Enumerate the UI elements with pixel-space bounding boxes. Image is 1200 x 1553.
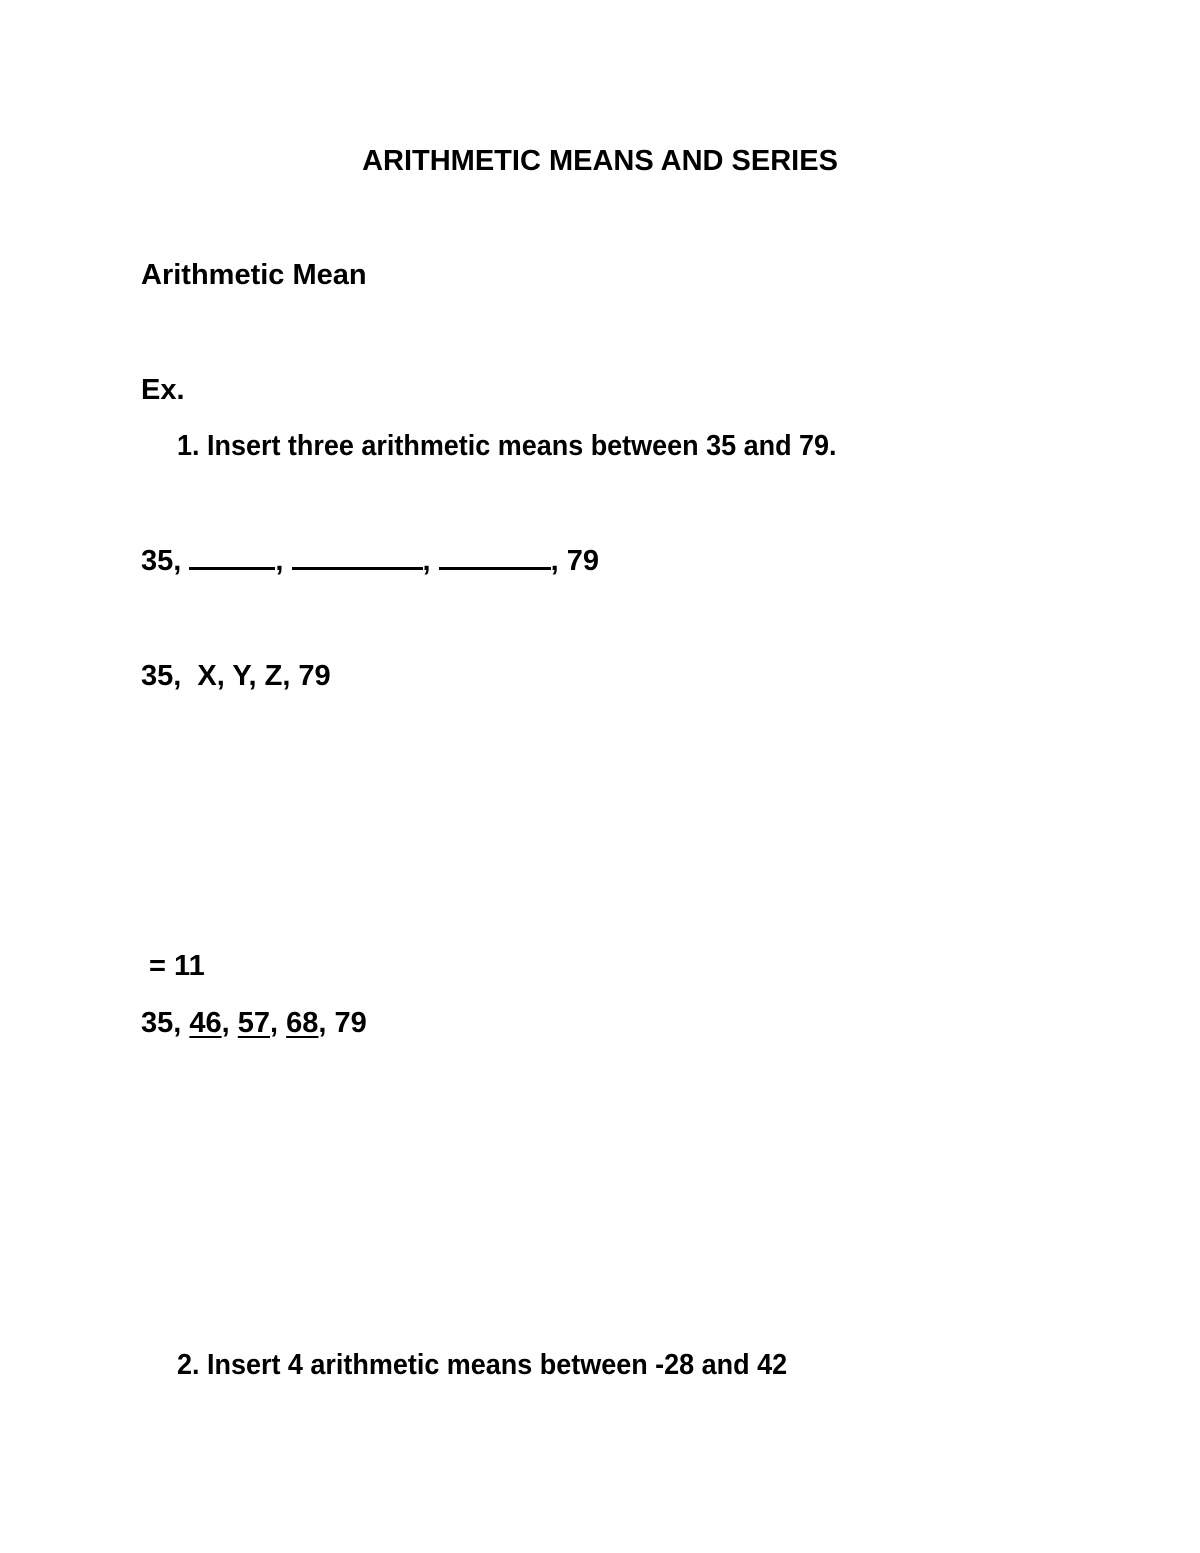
section-heading: Arithmetic Mean xyxy=(141,259,367,291)
blank-sequence xyxy=(141,543,599,579)
solution-mean-1: 46 xyxy=(189,1007,222,1039)
document-title: ARITHMETIC MEANS AND SERIES xyxy=(362,145,838,177)
solution-first: 35, xyxy=(141,1007,190,1039)
separator: , xyxy=(550,545,559,577)
separator: , xyxy=(221,1007,238,1039)
problem-1-number: 1. xyxy=(177,430,200,462)
problem-2-number: 2. xyxy=(177,1349,200,1381)
common-difference-line: = 11 xyxy=(141,950,205,982)
solution-mean-3: 68 xyxy=(286,1007,319,1039)
answer-blank-3[interactable] xyxy=(439,545,551,570)
problem-2 xyxy=(177,1347,787,1383)
separator: , xyxy=(422,545,431,577)
problem-1-text: Insert three arithmetic means between 35 and 79. xyxy=(206,430,837,462)
separator: , xyxy=(275,545,284,577)
solution-last: , 79 xyxy=(318,1007,367,1039)
blank-sequence-last: 79 xyxy=(566,545,600,577)
problem-2-text: Insert 4 arithmetic means between -28 and 42 xyxy=(206,1349,788,1381)
problem-1 xyxy=(177,428,837,464)
separator: , xyxy=(270,1007,287,1039)
variable-sequence: 35, X, Y, Z, 79 xyxy=(141,660,331,692)
answer-blank-2[interactable] xyxy=(292,545,423,570)
example-label: Ex. xyxy=(141,374,185,406)
answer-blank-1[interactable] xyxy=(189,545,275,570)
blank-sequence-first: 35, xyxy=(141,545,182,577)
solution-mean-2: 57 xyxy=(237,1007,271,1039)
solution-sequence xyxy=(141,1005,367,1041)
